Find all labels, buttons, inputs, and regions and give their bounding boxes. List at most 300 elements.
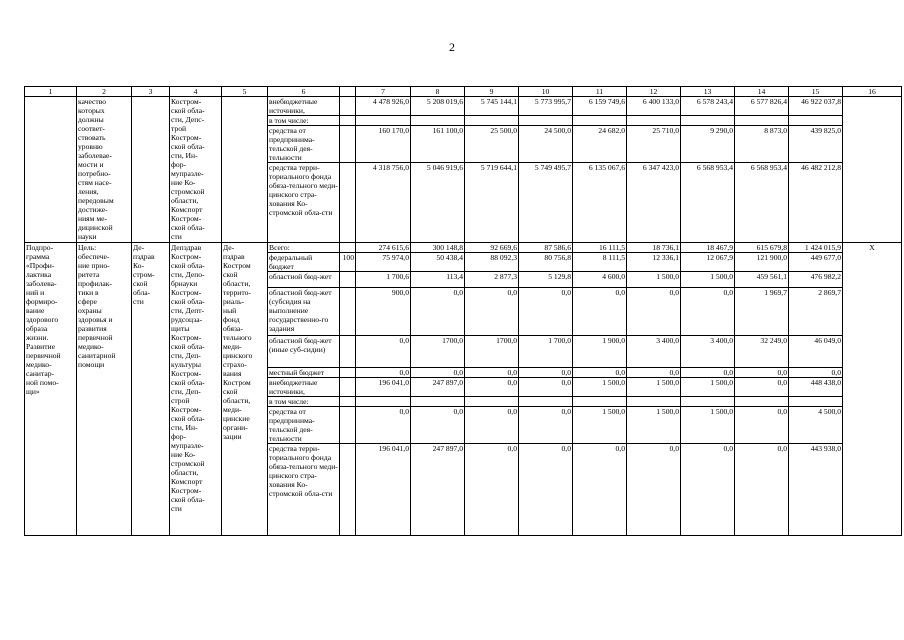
cell-line: ной помо- [26,378,59,387]
amount-cell: 4 318 756,0 [356,163,411,243]
amount-cell: 6 159 749,6 [573,97,627,116]
extra-value [340,407,356,444]
extra-value [340,97,356,116]
amount-cell: 900,0 [356,288,411,336]
cell-line: Костром- [171,214,202,223]
table-row [25,243,902,253]
column-number: 2 [77,87,132,97]
amount-cell: 75 974,0 [356,253,411,272]
amount-cell [735,397,789,407]
amount-cell: 247 897,0 [411,378,465,397]
column-number: 1 [25,87,77,97]
cell-line: Костром- [171,486,202,495]
amount-cell: 1 500,0 [627,272,681,288]
cell-line: ниям ме- [78,214,108,223]
cell-line: сти, Деп- [171,387,201,396]
cell-line: дицинской [78,223,113,232]
amount-cell: 0,0 [627,368,681,378]
funding-source: средства от предпринима-тельской дея-тельности [268,407,340,444]
cell-line: ской обла- [171,106,205,115]
cell-line: риаль- [223,297,245,306]
amount-cell: 274 615,6 [356,243,411,253]
cell-line: жизни. [26,333,49,342]
amount-cell: 5 745 144,1 [465,97,519,116]
cell-line: области, [223,396,251,405]
amount-cell: 6 400 133,0 [627,97,681,116]
cell-line: органи- [223,423,248,432]
amount-cell: 300 148,8 [411,243,465,253]
cell-line: тельного [223,333,252,342]
cell-line: страхо- [223,360,247,369]
amount-cell: 25 710,0 [627,126,681,163]
cell-line: достиже- [78,205,108,214]
amount-cell: 443 938,0 [789,444,843,536]
amount-cell: 3 400,0 [627,336,681,368]
cell-line: ления, [78,187,99,196]
cell-line: Костром- [171,405,202,414]
extra-value [340,126,356,163]
cell-line: сти, Депо- [171,270,205,279]
amount-cell: 3 400,0 [681,336,735,368]
cell-line: образа [26,324,48,333]
amount-cell: 92 669,6 [465,243,519,253]
amount-cell [735,116,789,126]
cell-line: потребно- [78,169,111,178]
amount-cell: 6 347 423,0 [627,163,681,243]
amount-cell: 0,0 [627,288,681,336]
cell-line: ской [223,387,238,396]
cell-line: стромской [171,187,205,196]
cell-line: мупразле- [171,169,204,178]
cell-line: ние прио- [78,261,110,270]
extra-value [340,368,356,378]
amount-cell: 0,0 [465,407,519,444]
page-number: 2 [449,40,455,54]
amount-cell [627,116,681,126]
funding-source: внебюджетные источники, [268,97,340,116]
cell-line: сти [171,504,182,513]
amount-cell: 18 467,9 [681,243,735,253]
amount-cell: 8 873,0 [735,126,789,163]
extra-value [340,336,356,368]
amount-cell: 0,0 [573,368,627,378]
c16-empty [843,97,902,243]
cell-line: цинского [223,351,253,360]
cell-line: сти, Ин- [171,423,198,432]
column-number: 3 [132,87,170,97]
amount-cell: 12 067,9 [681,253,735,272]
amount-cell: 160 170,0 [356,126,411,163]
amount-cell [681,397,735,407]
cell-line: медико- [78,342,104,351]
amount-cell: 0,0 [356,368,411,378]
cell-line: ской обла- [171,261,205,270]
cell-line: обла- [133,288,151,297]
cell-line: рудсоцза- [171,315,203,324]
column-number: 13 [681,87,735,97]
amount-cell: 0,0 [465,378,519,397]
amount-cell: 9 290,0 [681,126,735,163]
amount-cell: 1 900,0 [573,336,627,368]
amount-cell: 439 825,0 [789,126,843,163]
cell-line: сти [133,297,144,306]
cell-line: Костром- [171,369,202,378]
amount-cell: 5 129,8 [519,272,573,288]
amount-cell [411,397,465,407]
amount-cell: 196 041,0 [356,444,411,536]
cell-line: которых [78,106,105,115]
cell-line: сти, Ин- [171,151,198,160]
cell-line: ный [223,306,237,315]
column-number: 11 [573,87,627,97]
amount-cell: 161 100,0 [411,126,465,163]
funding-source: средства от предпринима-тельской дея-тельности [268,126,340,163]
cell-line: области, [223,279,251,288]
subprogram-cell [25,243,77,536]
amount-cell: 0,0 [519,368,573,378]
cell-line: санитар- [26,369,55,378]
amount-cell [519,116,573,126]
amount-cell [681,116,735,126]
c3-empty [132,97,170,243]
cell-line: Де- [133,243,145,252]
amount-cell: 88 092,3 [465,253,519,272]
amount-cell: 25 500,0 [465,126,519,163]
amount-cell: 1 500,0 [573,378,627,397]
amount-cell: 87 586,6 [519,243,573,253]
amount-cell: 1 500,0 [681,272,735,288]
amount-cell: 113,4 [411,272,465,288]
amount-cell: 1 500,0 [681,378,735,397]
cell-line: должны [78,115,104,124]
cell-line: Комспорт [171,205,203,214]
cell-line: ние Ко- [171,450,196,459]
column-number-row [25,87,902,97]
cell-line: санитарной [78,351,116,360]
column-number: 10 [519,87,573,97]
extra-value [340,243,356,253]
amount-cell: 5 046 919,6 [411,163,465,243]
amount-cell: 0,0 [573,444,627,536]
amount-cell: 1 500,0 [573,407,627,444]
cell-line: Подпро- [26,243,54,252]
cell-line: Костром- [171,133,202,142]
cell-line: ской обла- [171,342,205,351]
cell-line: пздрав [223,252,245,261]
funding-source: местный бюджет [268,368,340,378]
extra-value [340,288,356,336]
amount-cell: 0,0 [735,368,789,378]
cell-line: фор- [171,432,187,441]
extra-value [340,444,356,536]
funding-source: областной бюд-жет (иные суб-сидии) [268,336,340,368]
amount-cell: 0,0 [519,288,573,336]
extra-value: 100 [340,253,356,272]
cell-line: стром- [133,270,155,279]
cell-line: развития [78,324,107,333]
cell-line: Костром- [171,288,202,297]
amount-cell [789,397,843,407]
participants-cell [222,243,268,536]
amount-cell [465,397,519,407]
cell-line: Костром- [171,252,202,261]
cell-line: ствовать [78,133,106,142]
amount-cell: 1700,0 [465,336,519,368]
amount-cell: 0,0 [519,444,573,536]
cell-line: уровню [78,142,103,151]
column-number: 14 [735,87,789,97]
cell-line: первичной [78,333,113,342]
cell-line: ние Ко- [171,178,196,187]
cell-line: фонд [223,315,240,324]
cell-line: ской обла- [171,495,205,504]
amount-cell: 5 773 995,7 [519,97,573,116]
cell-line: Цель: [78,243,97,252]
amount-cell: 1 969,7 [735,288,789,336]
budget-table [24,86,902,536]
amount-cell [356,116,411,126]
amount-cell: 0,0 [411,288,465,336]
cell-line: формиро- [26,297,58,306]
cell-line: области, [171,468,199,477]
amount-cell [411,116,465,126]
column-number: 6 [268,87,340,97]
cell-line: ской обла- [171,414,205,423]
amount-cell: 0,0 [681,288,735,336]
table-row [25,97,902,116]
cell-line: передовым [78,196,114,205]
funding-source: областной бюд-жет (субсидия на выполнение государственно-го задания [268,288,340,336]
funding-source: федеральный бюджет [268,253,340,272]
cell-line: Развитие [26,342,55,351]
amount-cell: 1 700,6 [356,272,411,288]
amount-cell: 4 478 926,0 [356,97,411,116]
amount-cell: 4 500,0 [789,407,843,444]
cell-line: фор- [171,160,187,169]
amount-cell: 16 111,5 [573,243,627,253]
cell-line: цинские [223,414,250,423]
cell-line: Костром [223,261,251,270]
column-number: 7 [356,87,411,97]
amount-cell [356,397,411,407]
extra-value [340,272,356,288]
amount-cell: 0,0 [573,288,627,336]
column-number: 16 [843,87,902,97]
amount-cell: 80 756,8 [519,253,573,272]
cell-line: здорового [26,315,59,324]
amount-cell: 0,0 [681,368,735,378]
cell-line: обяза- [223,324,243,333]
amount-cell: 8 111,5 [573,253,627,272]
cell-line: Костром- [171,333,202,342]
funding-source: областной бюд-жет [268,272,340,288]
cell-line: грамма [26,252,50,261]
funding-source: внебюджетные источники, [268,378,340,397]
cell-line: тики в [78,288,99,297]
amount-cell [573,116,627,126]
extra-value [340,116,356,126]
cell-line: вания [223,369,242,378]
amount-cell: 1 424 015,9 [789,243,843,253]
column-number: 4 [170,87,222,97]
amount-cell: 0,0 [735,378,789,397]
goal-cell [77,243,132,536]
column-number: 5 [222,87,268,97]
cell-line: ской [223,270,238,279]
cell-line: здоровья и [78,315,113,324]
amount-cell [573,397,627,407]
cell-line: сфере [78,297,97,306]
amount-cell: 18 736,1 [627,243,681,253]
cell-line: медико- [26,360,52,369]
amount-cell: 0,0 [519,378,573,397]
column-number: 15 [789,87,843,97]
amount-cell: 0,0 [735,444,789,536]
cell-line: трой [171,124,187,133]
cell-line: ритета [78,270,100,279]
extra-value [340,163,356,243]
amount-cell: 24 682,0 [573,126,627,163]
extra-value [340,397,356,407]
cell-line: профилак- [78,279,113,288]
c1-empty [25,97,77,243]
amount-cell: 6 135 067,6 [573,163,627,243]
cell-line: зации [223,432,242,441]
responsible-cell [132,243,170,536]
cell-line: заболевае- [78,151,112,160]
amount-cell: 121 900,0 [735,253,789,272]
cell-line: ской обла- [171,223,205,232]
amount-cell [519,397,573,407]
goal-cell [77,97,132,243]
cell-line: строй [171,396,190,405]
amount-cell: 0,0 [681,444,735,536]
executors-cell [170,97,222,243]
c5-empty [222,97,268,243]
cell-line: области, [171,196,199,205]
cell-line: ской обла- [171,142,205,151]
cell-line: меди- [223,405,242,414]
cell-line: заболева- [26,279,57,288]
cell-line: мупразле- [171,441,204,450]
amount-cell: 4 600,0 [573,272,627,288]
cell-line: ской обла- [171,297,205,306]
funding-source: в том числе: [268,397,340,407]
amount-cell: 1 500,0 [627,407,681,444]
amount-cell: 46 049,0 [789,336,843,368]
amount-cell: 0,0 [411,407,465,444]
c16-mark: X [843,243,902,536]
column-number: 12 [627,87,681,97]
cell-line: террито- [223,288,251,297]
amount-cell [627,397,681,407]
amount-cell: 2 877,3 [465,272,519,288]
funding-source: в том числе: [268,116,340,126]
column-number [340,87,356,97]
amount-cell: 5 719 644,1 [465,163,519,243]
cell-line: обеспече- [78,252,110,261]
cell-line: сти [171,232,182,241]
cell-line: Костром- [171,97,202,106]
cell-line: брнауки [171,279,198,288]
amount-cell: 24 500,0 [519,126,573,163]
amount-cell: 6 578 243,4 [681,97,735,116]
cell-line: сти, Депс- [171,115,205,124]
amount-cell: 1700,0 [411,336,465,368]
executors-cell [170,243,222,536]
cell-line: охраны [78,306,102,315]
cell-line: Ко- [133,261,145,270]
amount-cell: 6 577 826,4 [735,97,789,116]
amount-cell: 0,0 [789,368,843,378]
funding-source: Всего: [268,243,340,253]
amount-cell: 12 336,1 [627,253,681,272]
cell-line: соответ- [78,124,105,133]
amount-cell: 50 438,4 [411,253,465,272]
amount-cell [465,116,519,126]
amount-cell: 459 561,1 [735,272,789,288]
amount-cell: 615 679,8 [735,243,789,253]
column-number: 9 [465,87,519,97]
amount-cell: 247 897,0 [411,444,465,536]
cell-line: культуры [171,360,201,369]
cell-line: помощи [78,360,105,369]
cell-line: Депздрав [171,243,202,252]
cell-line: ской обла- [171,378,205,387]
funding-source: средства терри-ториального фонда обяза-тельного меди-цинского стра-хования Ко-стромской обла-сти [268,163,340,243]
amount-cell: 0,0 [465,288,519,336]
amount-cell: 0,0 [356,336,411,368]
amount-cell: 5 208 019,6 [411,97,465,116]
cell-line: первичной [26,351,61,360]
cell-line: пздрав [133,252,155,261]
amount-cell: 196 041,0 [356,378,411,397]
cell-line: щиты [171,324,190,333]
cell-line: стромской [171,459,205,468]
amount-cell: 6 568 953,4 [735,163,789,243]
amount-cell: 0,0 [465,368,519,378]
cell-line: «Профи- [26,261,55,270]
cell-line: сти, Деп- [171,351,201,360]
cell-line: Костром [223,378,251,387]
amount-cell: 449 677,0 [789,253,843,272]
amount-cell: 46 922 037,8 [789,97,843,116]
amount-cell: 32 249,0 [735,336,789,368]
extra-value [340,378,356,397]
amount-cell: 5 749 495,7 [519,163,573,243]
cell-line: Де- [223,243,235,252]
amount-cell: 1 500,0 [681,407,735,444]
cell-line: меди- [223,342,242,351]
cell-line: стям насе- [78,178,112,187]
amount-cell: 1 500,0 [627,378,681,397]
cell-line: вание [26,306,45,315]
cell-line: ской [133,279,148,288]
cell-line: мости и [78,160,104,169]
amount-cell: 0,0 [519,407,573,444]
amount-cell: 0,0 [465,444,519,536]
amount-cell: 476 982,2 [789,272,843,288]
amount-cell [789,116,843,126]
cell-line: Комспорт [171,477,203,486]
amount-cell: 0,0 [735,407,789,444]
amount-cell: 46 482 212,8 [789,163,843,243]
amount-cell: 0,0 [356,407,411,444]
cell-line: щи» [26,387,40,396]
column-number: 8 [411,87,465,97]
amount-cell: 2 869,7 [789,288,843,336]
cell-line: лактика [26,270,52,279]
